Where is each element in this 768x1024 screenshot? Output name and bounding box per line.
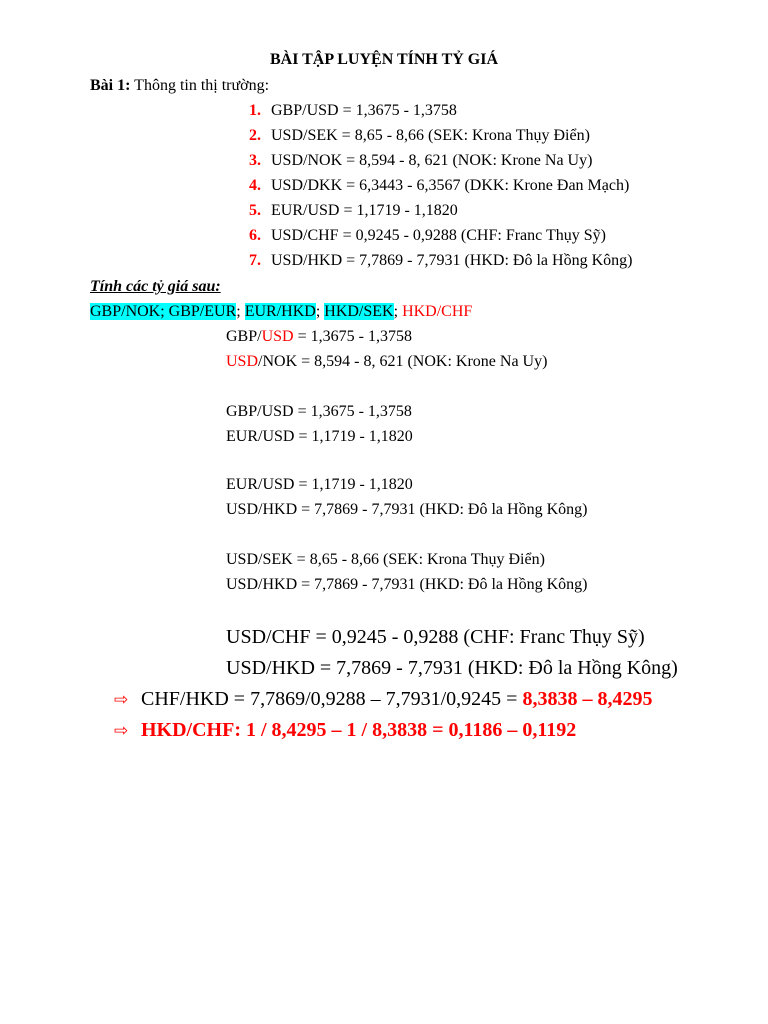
arrow-right-icon: ⇨ (114, 721, 129, 741)
result-formula: HKD/CHF: 1 / 8,4295 – 1 / 8,3838 = 0,1186 – 0,1192 (136, 719, 577, 741)
work-line-large: USD/CHF = 0,9245 - 0,9288 (CHF: Franc Thụy Sỹ) (226, 626, 645, 648)
list-item-number: 6. (249, 227, 261, 244)
exercise-intro (90, 76, 269, 96)
arrow-right-icon: ⇨ (114, 690, 129, 710)
work-line: USD/HKD = 7,7869 - 7,7931 (HKD: Đô la Hồng Kông) (226, 576, 588, 593)
result-chf-hkd (114, 687, 652, 712)
work-line: EUR/USD = 1,1719 - 1,1820 (226, 428, 413, 445)
list-item (249, 226, 606, 246)
exercise-intro-text: Thông tin thị trường: (130, 77, 270, 94)
target-eur-hkd: EUR/HKD (244, 303, 316, 320)
separator: ; (315, 303, 325, 320)
page-title: BÀI TẬP LUYỆN TÍNH TỶ GIÁ (269, 51, 499, 68)
target-hkd-sek: HKD/SEK (324, 303, 394, 320)
exercise-label: Bài 1: (90, 77, 131, 94)
list-item (249, 151, 592, 171)
target-rates-line (90, 302, 472, 322)
work-line: GBP/USD = 1,3675 - 1,3758 (226, 328, 412, 345)
list-item-text: USD/CHF = 0,9245 - 0,9288 (CHF: Franc Thụy Sỹ) (271, 227, 606, 244)
work-line: USD/HKD = 7,7869 - 7,7931 (HKD: Đô la Hồng Kông) (226, 501, 588, 518)
list-item-number: 2. (249, 127, 261, 144)
result-value: 8,3838 – 8,4295 (522, 688, 653, 710)
task-heading: Tính các tỷ giá sau: (90, 278, 221, 295)
list-item-number: 1. (249, 102, 261, 119)
work-line: EUR/USD = 1,1719 - 1,1820 (226, 476, 413, 493)
work-line: USD/SEK = 8,65 - 8,66 (SEK: Krona Thụy Điển) (226, 551, 545, 568)
list-item (249, 101, 457, 121)
target-gbp-nok-eur: GBP/NOK; GBP/EUR (90, 303, 237, 320)
list-item-text: USD/SEK = 8,65 - 8,66 (SEK: Krona Thụy Điển) (271, 127, 590, 144)
list-item-number: 7. (249, 252, 261, 269)
list-item (249, 251, 632, 271)
work-line-large: USD/HKD = 7,7869 - 7,7931 (HKD: Đô la Hồng Kông) (226, 657, 678, 679)
separator: ; (236, 303, 245, 320)
work-line: GBP/USD = 1,3675 - 1,3758 (226, 403, 412, 420)
list-item (249, 201, 458, 221)
list-item-number: 3. (249, 152, 261, 169)
list-item-number: 5. (249, 202, 261, 219)
list-item-text: USD/DKK = 6,3443 - 6,3567 (DKK: Krone Đan Mạch) (271, 177, 630, 194)
list-item-text: USD/NOK = 8,594 - 8, 621 (NOK: Krone Na Uy) (271, 152, 593, 169)
list-item-text: USD/HKD = 7,7869 - 7,7931 (HKD: Đô la Hồng Kông) (271, 252, 633, 269)
result-formula: CHF/HKD = 7,7869/0,9288 – 7,7931/0,9245 = (136, 688, 523, 710)
work-line: USD/NOK = 8,594 - 8, 621 (NOK: Krone Na Uy) (226, 353, 548, 370)
list-item-text: EUR/USD = 1,1719 - 1,1820 (271, 202, 458, 219)
list-item-number: 4. (249, 177, 261, 194)
separator: ; (393, 303, 403, 320)
result-hkd-chf (114, 718, 576, 743)
list-item (249, 126, 590, 146)
list-item (249, 176, 629, 196)
list-item-text: GBP/USD = 1,3675 - 1,3758 (271, 102, 457, 119)
target-hkd-chf: HKD/CHF (402, 303, 473, 320)
